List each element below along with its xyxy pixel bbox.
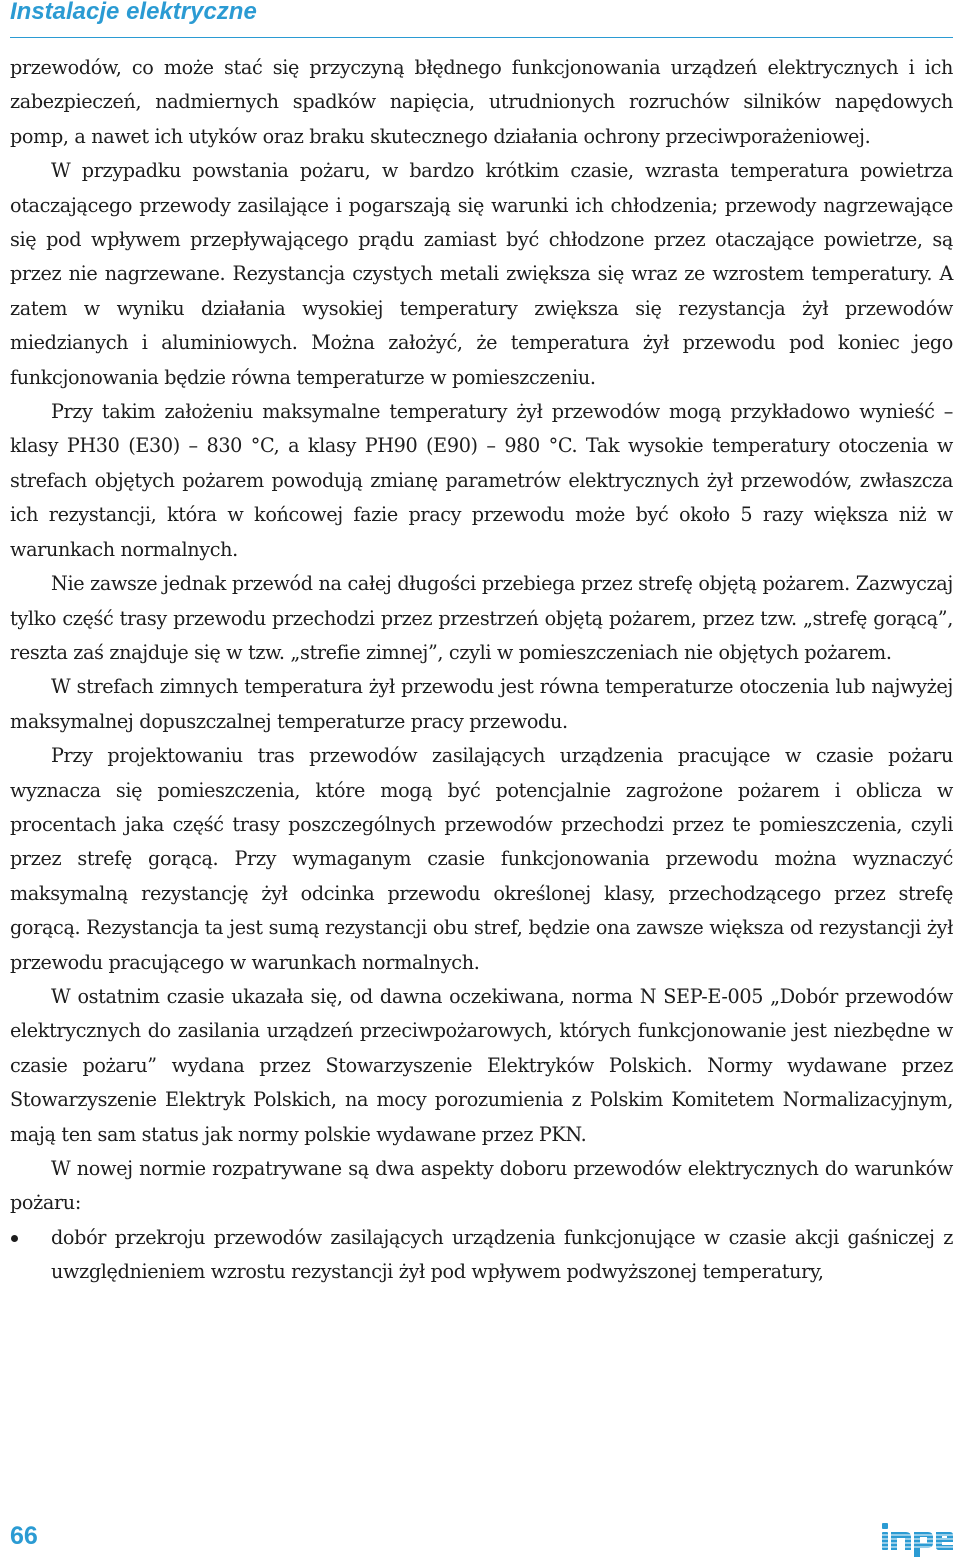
page-number: 66: [10, 1522, 38, 1550]
list-item-text: dobór przekroju przewodów zasilających urządzenia funkcjonujące w czasie akcji gaśniczej z uwzględnieniem wzrostu rezystancji żył pod wpływem podwyższonej temperatury,: [51, 1225, 953, 1284]
body-text: [10, 51, 953, 1290]
bullet-icon: [11, 1235, 18, 1242]
inpe-logo-icon: [880, 1519, 954, 1559]
paragraph: Przy takim założeniu maksymalne temperatury żył przewodów mogą przykładowo wynieść – klasy PH30 (E30) – 830 °C, a klasy PH90 (E90) – 980 °C. Tak wysokie temperatury otoczenia w strefach objętych pożarem powodują zmianę parametrów elektrycznych żył przewodów, zwłaszcza ich rezystancji, która w końcowej fazie pracy przewodu może być około 5 razy większa niż w warunkach normalnych.: [10, 400, 953, 561]
paragraph: W nowej normie rozpatrywane są dwa aspekty doboru przewodów elektrycznych do warunków pożaru:: [10, 1157, 953, 1215]
section-title: Instalacje elektryczne: [10, 0, 257, 25]
list-item: [10, 1221, 953, 1290]
header-divider: [10, 37, 953, 38]
paragraph: Nie zawsze jednak przewód na całej długości przebiega przez strefę objętą pożarem. Zazwyczaj tylko część trasy przewodu przechodzi przez przestrzeń objętą pożarem, przez tzw. „strefę gorącą”, reszta zaś znajduje się w tzw. „strefie zimnej”, czyli w pomieszczeniach nie objętych pożarem.: [10, 572, 953, 664]
bullet-list: [10, 1221, 953, 1290]
paragraph: W przypadku powstania pożaru, w bardzo krótkim czasie, wzrasta temperatura powietrza otaczającego przewody zasilające i pogarszają się warunki ich chłodzenia; przewody nagrzewające się pod wpływem przepływającego prądu zamiast być chłodzone przez otaczające powietrze, są przez nie nagrzewane. Rezystancja czystych metali zwiększa się wraz ze wzrostem temperatury. A zatem w wyniku działania wysokiej temperatury zwiększa się rezystancja żył przewodów miedzianych i aluminiowych. Można założyć, że temperatura żył przewodu pod koniec jego funkcjonowania będzie równa temperaturze w pomieszczeniu.: [10, 159, 953, 389]
paragraph: W ostatnim czasie ukazała się, od dawna oczekiwana, norma N SEP-E-005 „Dobór przewodów elektrycznych do zasilania urządzeń przeciwpożarowych, których funkcjonowanie jest niezbędne w czasie pożaru” wydana przez Stowarzyszenie Elektryków Polskich. Normy wydawane przez Stowarzyszenie Elektryk Polskich, na mocy porozumienia z Polskim Komitetem Normalizacyjnym, mają ten sam status jak normy polskie wydawane przez PKN.: [10, 984, 953, 1146]
paragraph: przewodów, co może stać się przyczyną błędnego funkcjonowania urządzeń elektrycznych i ich zabezpieczeń, nadmiernych spadków napięcia, utrudnionych rozruchów silników napędowych pomp, a nawet ich utyków oraz braku skutecznego działania ochrony przeciwporażeniowej.: [10, 56, 953, 148]
paragraph: Przy projektowaniu tras przewodów zasilających urządzenia pracujące w czasie pożaru wyznacza się pomieszczenia, które mogą być potencjalnie zagrożone pożarem i oblicza w procentach jaka część trasy poszczególnych przewodów przechodzi przez te pomieszczenia, czyli przez strefę gorącą. Przy wymaganym czasie funkcjonowania przewodu można wyznaczyć maksymalną rezystancję żył odcinka przewodu określonej klasy, przechodzącego przez strefę gorącą. Rezystancja ta jest sumą rezystancji obu stref, będzie ona zawsze większa od rezystancji żył przewodu pracującego w warunkach normalnych.: [10, 744, 953, 974]
paragraph: W strefach zimnych temperatura żył przewodu jest równa temperaturze otoczenia lub najwyżej maksymalnej dopuszczalnej temperaturze pracy przewodu.: [10, 675, 953, 733]
